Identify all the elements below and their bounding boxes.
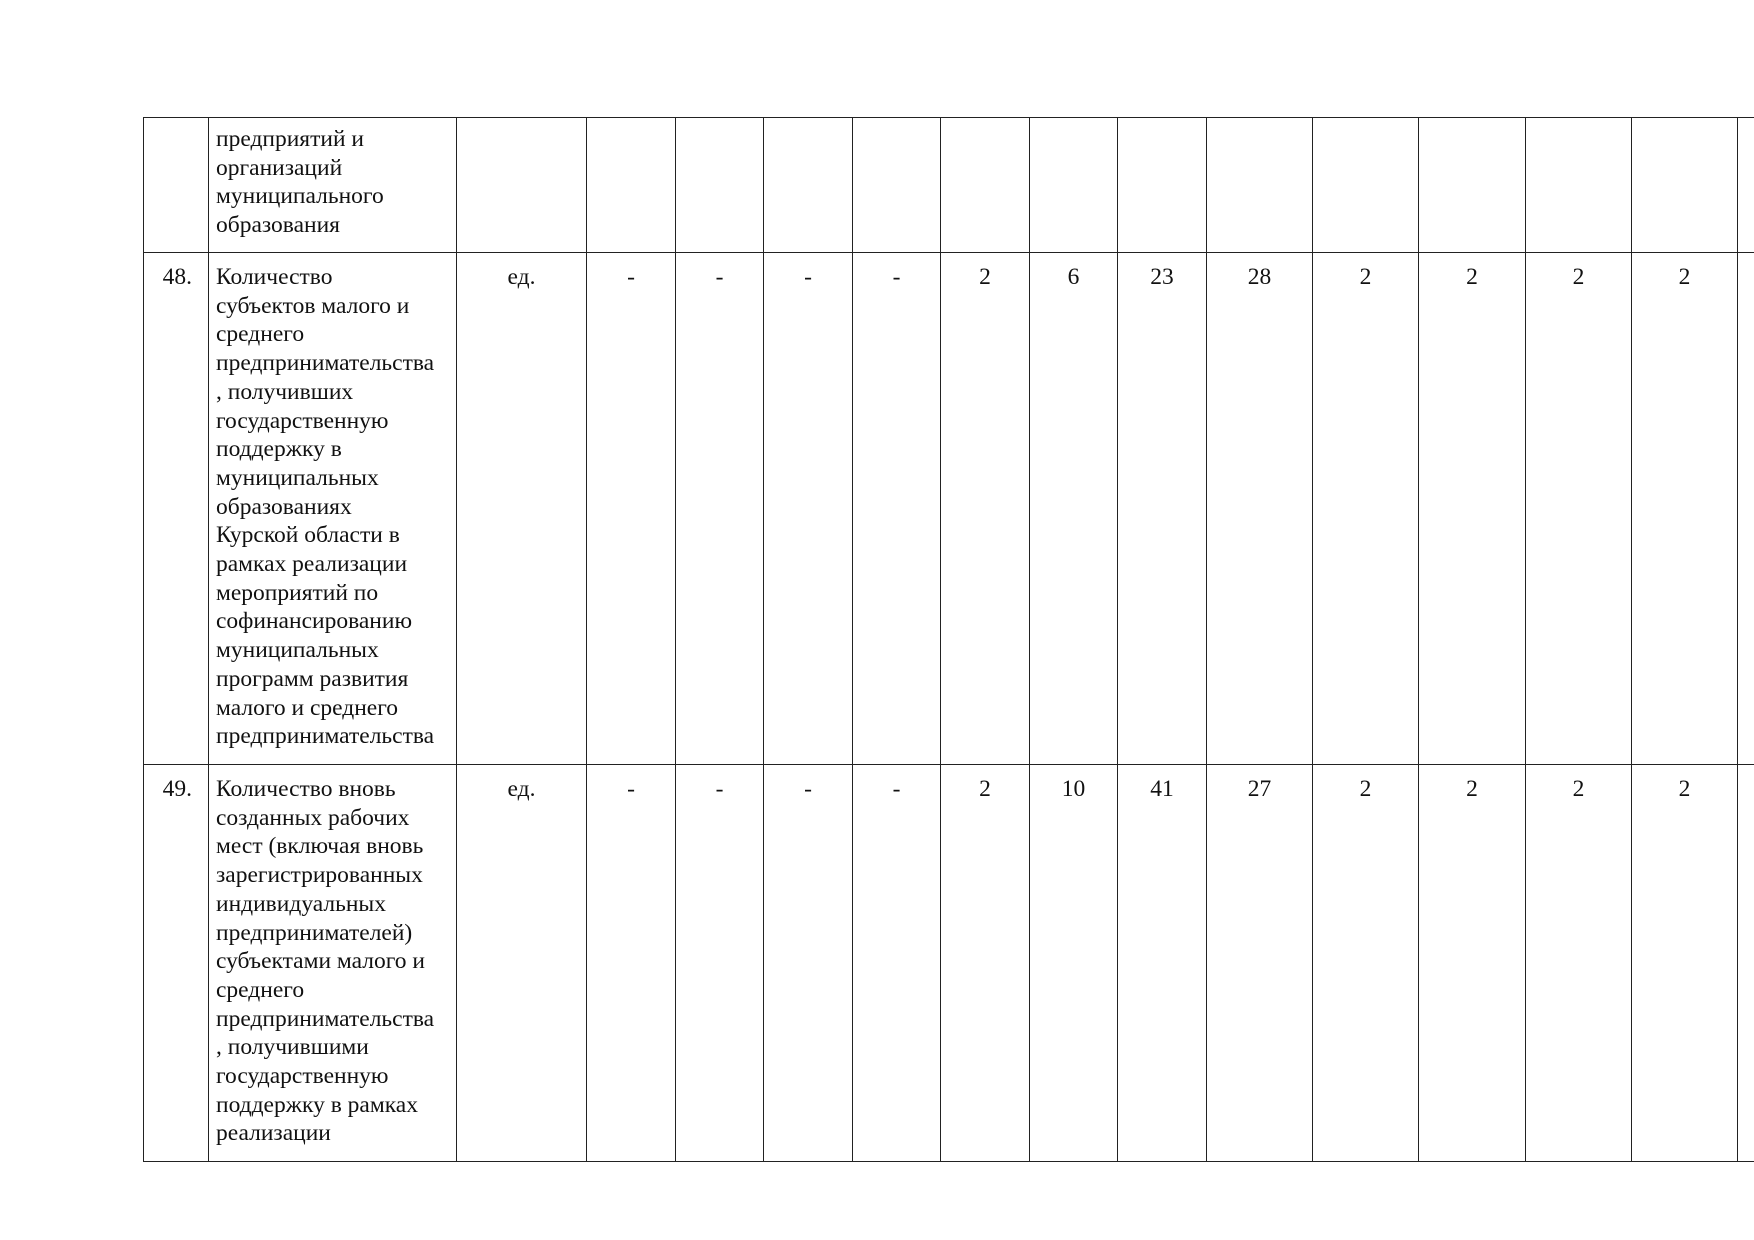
value-cell — [1207, 118, 1313, 253]
value-cell — [1526, 118, 1632, 253]
value-cell: 28 — [1207, 253, 1313, 765]
description-line: среднего — [216, 976, 305, 1003]
indicator-description-cell — [209, 118, 457, 253]
description-line: организаций — [216, 154, 343, 181]
value-cell: 23 — [1118, 253, 1207, 765]
unit-cell: ед. — [457, 253, 587, 765]
row-number-cell — [144, 118, 209, 253]
description-line: муниципального — [216, 183, 384, 210]
description-line: поддержку в — [216, 436, 342, 463]
description-line: Количество — [216, 264, 333, 290]
value-cell: 2 — [1526, 253, 1632, 765]
description-line: субъектов малого и — [216, 292, 410, 319]
unit-cell — [457, 118, 587, 253]
description-line: созданных рабочих — [216, 804, 410, 831]
value-cell: - — [587, 253, 676, 765]
description-line: программ развития — [216, 665, 409, 692]
value-cell: - — [764, 253, 853, 765]
value-cell — [587, 118, 676, 253]
value-cell — [676, 118, 764, 253]
description-line: предприятий и — [216, 126, 364, 152]
description-line: , получивших — [216, 378, 354, 405]
value-cell: - — [676, 253, 764, 765]
row-number-cell: 48. — [144, 253, 209, 765]
value-cell: 2 — [1632, 765, 1738, 1162]
description-line: среднего — [216, 321, 305, 348]
value-cell: 2 — [941, 253, 1030, 765]
unit-cell: ед. — [457, 765, 587, 1162]
description-line: образованиях — [216, 493, 352, 520]
value-cell: - — [853, 253, 941, 765]
description-line: поддержку в рамках — [216, 1091, 418, 1118]
value-cell — [1632, 118, 1738, 253]
description-line: государственную — [216, 1063, 389, 1090]
value-cell: 41 — [1118, 765, 1207, 1162]
value-cell — [1738, 118, 1754, 253]
description-line: Количество вновь — [216, 776, 396, 802]
description-line: , получившими — [216, 1034, 369, 1061]
description-line: предпринимательства — [216, 350, 435, 377]
description-line: муниципальных — [216, 464, 379, 491]
description-line: предпринимательства — [216, 1005, 435, 1032]
value-cell — [1738, 253, 1754, 765]
value-cell: - — [853, 765, 941, 1162]
table-row-49 — [144, 765, 1754, 1162]
value-cell: 2 — [1526, 765, 1632, 1162]
description-line: Курской области в — [216, 522, 400, 549]
value-cell: - — [764, 765, 853, 1162]
indicator-description-cell — [209, 253, 457, 765]
indicator-description-cell — [209, 765, 457, 1162]
indicators-table — [143, 117, 1754, 1162]
description-line: индивидуальных — [216, 890, 386, 917]
value-cell — [1030, 118, 1118, 253]
description-line: рамках реализации — [216, 551, 408, 578]
table-row-48 — [144, 253, 1754, 765]
value-cell — [1118, 118, 1207, 253]
value-cell: 10 — [1030, 765, 1118, 1162]
value-cell: 2 — [1419, 253, 1526, 765]
description-line: субъектами малого и — [216, 948, 426, 975]
value-cell: 2 — [1313, 765, 1419, 1162]
value-cell — [1419, 118, 1526, 253]
value-cell — [1738, 765, 1754, 1162]
description-line: предпринимателей) — [216, 919, 413, 946]
description-line: образования — [216, 212, 340, 239]
description-line: зарегистрированных — [216, 862, 423, 889]
value-cell — [941, 118, 1030, 253]
value-cell — [853, 118, 941, 253]
value-cell: - — [587, 765, 676, 1162]
description-line: реализации — [216, 1120, 331, 1147]
value-cell — [1313, 118, 1419, 253]
table-row-continuation — [144, 118, 1754, 253]
row-number-cell: 49. — [144, 765, 209, 1162]
value-cell: 2 — [941, 765, 1030, 1162]
value-cell: 2 — [1632, 253, 1738, 765]
value-cell: 2 — [1419, 765, 1526, 1162]
description-line: мероприятий по — [216, 579, 379, 606]
value-cell: 27 — [1207, 765, 1313, 1162]
description-line: государственную — [216, 407, 389, 434]
description-line: мест (включая вновь — [216, 833, 424, 860]
value-cell — [764, 118, 853, 253]
value-cell: 6 — [1030, 253, 1118, 765]
description-line: софинансированию — [216, 608, 412, 635]
value-cell: - — [676, 765, 764, 1162]
description-line: малого и среднего — [216, 694, 399, 721]
value-cell: 2 — [1313, 253, 1419, 765]
description-line: предпринимательства — [216, 723, 435, 750]
description-line: муниципальных — [216, 637, 379, 664]
